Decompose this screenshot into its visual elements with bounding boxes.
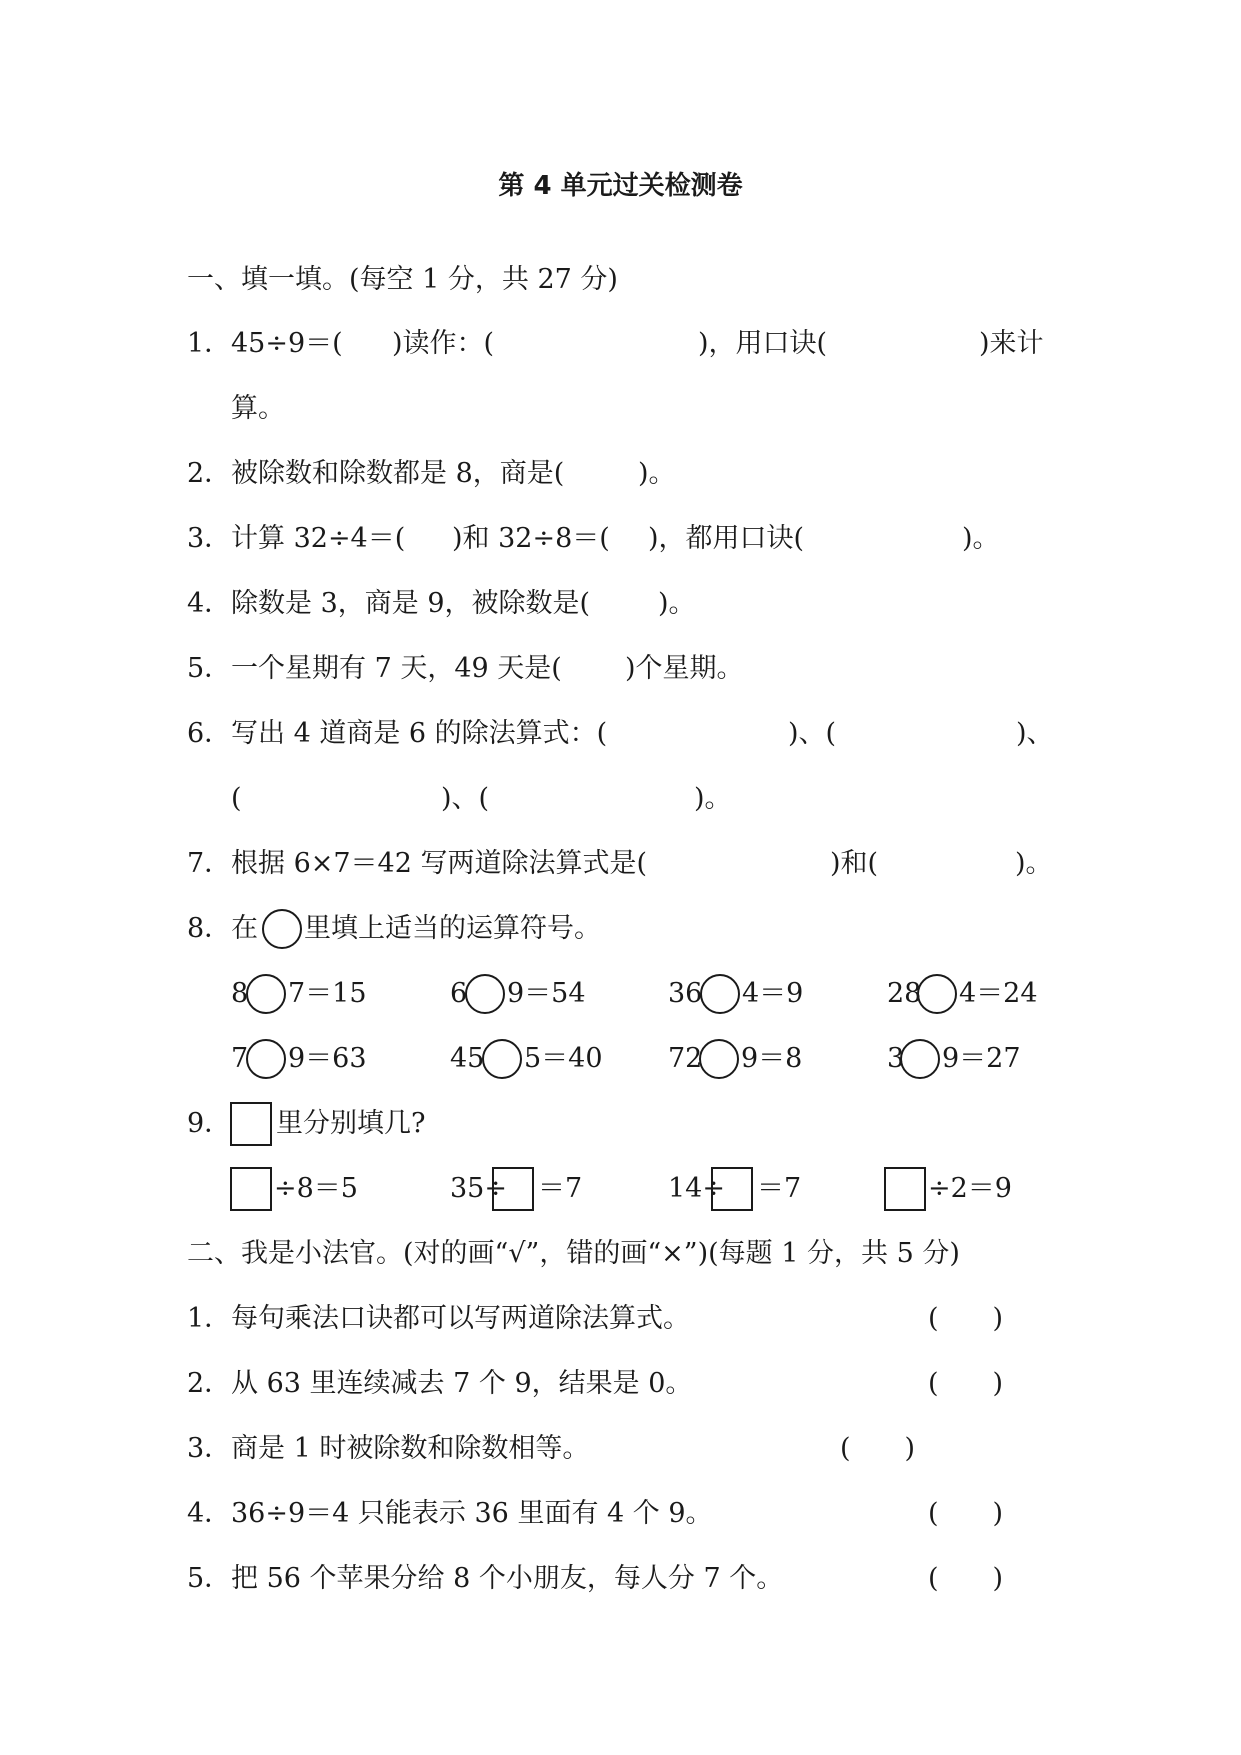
answer-parentheses[interactable]: ( ): [928, 1563, 1004, 1594]
operator-circle[interactable]: [465, 974, 505, 1014]
answer-parentheses[interactable]: ( ): [928, 1498, 1004, 1529]
answer-parentheses[interactable]: ( ): [928, 1303, 1004, 1334]
answer-box[interactable]: [492, 1167, 534, 1211]
operator-circle-sample: [262, 909, 302, 949]
operator-circle[interactable]: [246, 974, 286, 1014]
operator-circle[interactable]: [482, 1039, 522, 1079]
operator-circle[interactable]: [900, 1039, 940, 1079]
answer-box[interactable]: [884, 1167, 926, 1211]
operator-circle[interactable]: [246, 1039, 286, 1079]
page-title: 第 4 单元过关检测卷: [498, 171, 743, 201]
answer-parentheses[interactable]: ( ): [928, 1368, 1004, 1399]
answer-box[interactable]: [711, 1167, 753, 1211]
operator-circle[interactable]: [917, 974, 957, 1014]
operator-circle[interactable]: [699, 1039, 739, 1079]
operator-circle[interactable]: [700, 974, 740, 1014]
answer-box[interactable]: [230, 1167, 272, 1211]
answer-parentheses[interactable]: ( ): [840, 1433, 916, 1464]
answer-box-sample: [230, 1102, 272, 1146]
